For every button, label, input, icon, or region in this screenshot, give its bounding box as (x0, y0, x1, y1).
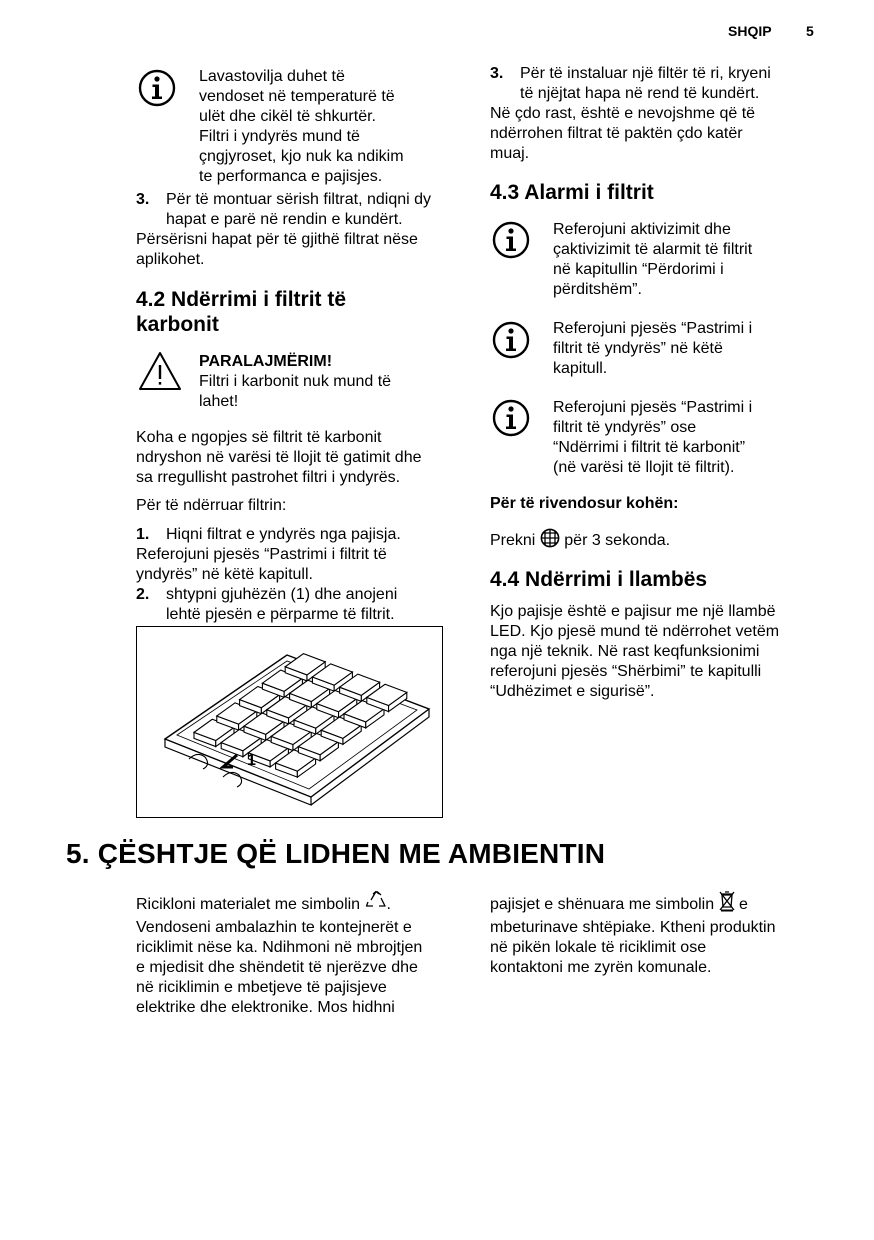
info-icon (491, 398, 531, 438)
step-text: Referojuni pjesës “Pastrimi i filtrit të (136, 546, 387, 563)
figure-callout-label: 1 (247, 752, 256, 769)
step-3-right (490, 64, 830, 164)
env-line: elektrike dhe elektronike. Mos hidhni (136, 999, 395, 1016)
filter-grid-icon (540, 528, 560, 554)
step-text: hapat e parë në rendin e kundërt. (166, 211, 403, 228)
note-line: çaktivizimit të alarmit të filtrit (553, 241, 753, 258)
note-line: kapitull. (553, 360, 608, 377)
note-line: çngjyroset, kjo nuk ka ndikim (199, 148, 404, 165)
warning-title: PARALAJMËRIM! (199, 353, 333, 370)
para-line: ndërrohen filtrat të paktën çdo katër (490, 125, 743, 142)
para-line: Koha e ngopjes së filtrit të karbonit (136, 429, 382, 446)
lamp-paragraph (490, 602, 840, 702)
warning-text: Filtri i karbonit nuk mund të (199, 373, 392, 390)
step-3-left (136, 190, 476, 270)
step-text: Hiqni filtrat e yndyrës nga pajisja. (166, 526, 401, 543)
replace-intro: Për të ndërruar filtrin: (136, 497, 287, 514)
para-line: LED. Kjo pjesë mund të ndërrohet vetëm (490, 623, 780, 640)
info-note (199, 67, 469, 187)
note-line: Lavastovilja duhet të (199, 68, 345, 85)
info-icon (491, 320, 531, 360)
env-text: e (739, 896, 748, 913)
note-line: filtrit të yndyrës” ose (553, 419, 697, 436)
para-line: nga një teknik. Në rast keqfunksionimi (490, 643, 760, 660)
warning-text: lahet! (199, 393, 239, 410)
env-line: në riciklimin e mbetjeve të pajisjeve (136, 979, 387, 996)
alarm-note-1 (553, 220, 843, 300)
env-line: mbeturinave shtëpiake. Ktheni produktin (490, 919, 776, 936)
note-line: “Ndërrimi i filtrit të karbonit” (553, 439, 746, 456)
environment-right (490, 890, 840, 978)
crossed-bin-icon (719, 890, 735, 918)
environment-left (136, 890, 476, 1018)
saturation-paragraph (136, 428, 476, 488)
step-number: 3. (490, 65, 504, 82)
note-line: Referojuni aktivizimit dhe (553, 221, 731, 238)
step-text: lehtë pjesën e përparme të filtrit. (166, 606, 395, 623)
env-line: Vendoseni ambalazhin te kontejnerët e (136, 919, 412, 936)
env-line: kontaktoni me zyrën komunale. (490, 959, 712, 976)
section-4-4-title: 4.4 Ndërrimi i llambës (490, 568, 708, 591)
carbon-filter-illustration (137, 627, 442, 817)
step-number: 1. (136, 526, 150, 543)
step-text: Për të montuar sërish filtrat, ndiqni dy (166, 191, 432, 208)
note-line: (në varësi të llojit të filtrit). (553, 459, 735, 476)
step-text: yndyrës” në këtë kapitull. (136, 566, 313, 583)
para-line: muaj. (490, 145, 530, 162)
step-text: të njëjtat hapa në rend të kundërt. (520, 85, 760, 102)
header-language: SHQIP (728, 23, 772, 39)
para-line: Kjo pajisje është e pajisur me një llambë (490, 603, 776, 620)
alarm-note-3 (553, 398, 843, 478)
page-number: 5 (806, 23, 814, 39)
warning-block (199, 352, 469, 412)
chapter-5-title: 5. ÇËSHTJE QË LIDHEN ME AMBIENTIN (66, 838, 606, 869)
carbon-filter-figure (136, 626, 443, 818)
recycle-icon (365, 890, 387, 918)
info-icon (137, 68, 177, 108)
para-line: sa rregullisht pastrohet filtri i yndyrës. (136, 469, 401, 486)
repeat-text: Përsërisni hapat për të gjithë filtrat nëse (136, 231, 418, 248)
repeat-text: aplikohet. (136, 251, 205, 268)
section-4-2-title (136, 287, 346, 337)
title-line: karbonit (136, 313, 219, 336)
step-text: Për të instaluar një filtër të ri, kryeni (520, 65, 771, 82)
warning-icon (138, 351, 182, 391)
para-line: referojuni pjesës “Shërbimi” te kapitulli (490, 663, 762, 680)
press-instruction (490, 528, 670, 554)
note-line: Referojuni pjesës “Pastrimi i (553, 399, 753, 416)
section-4-3-title: 4.3 Alarmi i filtrit (490, 181, 654, 204)
env-line: riciklimit nëse ka. Ndihmoni në mbrojtjen (136, 939, 423, 956)
para-line: ndryshon në varësi të llojit të gatimit dhe (136, 449, 422, 466)
note-line: te performanca e pajisjes. (199, 168, 383, 185)
env-text: pajisjet e shënuara me simbolin (490, 896, 715, 913)
env-text: Ricikloni materialet me simbolin (136, 896, 361, 913)
note-line: ulët dhe cikël të shkurtër. (199, 108, 376, 125)
note-line: në kapitullin “Përdorimi i (553, 261, 724, 278)
note-line: filtrit të yndyrës” në këtë (553, 340, 723, 357)
step-text: shtypni gjuhëzën (1) dhe anojeni (166, 586, 398, 603)
para-line: “Udhëzimet e sigurisë”. (490, 683, 655, 700)
replace-steps (136, 525, 476, 625)
para-line: Në çdo rast, është e nevojshme që të (490, 105, 756, 122)
alarm-note-2 (553, 319, 843, 379)
note-line: përditshëm”. (553, 281, 642, 298)
env-line: në pikën lokale të riciklimit ose (490, 939, 707, 956)
step-number: 2. (136, 586, 150, 603)
env-text: . (386, 896, 391, 913)
press-text: Prekni (490, 532, 536, 549)
note-line: Referojuni pjesës “Pastrimi i (553, 320, 753, 337)
note-line: Filtri i yndyrës mund të (199, 128, 360, 145)
info-icon (491, 220, 531, 260)
env-line: e mjedisit dhe shëndetit të njerëzve dhe (136, 959, 418, 976)
reset-heading: Për të rivendosur kohën: (490, 495, 679, 512)
title-line: 4.2 Ndërrimi i filtrit të (136, 288, 347, 311)
press-text: për 3 sekonda. (564, 532, 671, 549)
note-line: vendoset në temperaturë të (199, 88, 395, 105)
step-number: 3. (136, 191, 150, 208)
